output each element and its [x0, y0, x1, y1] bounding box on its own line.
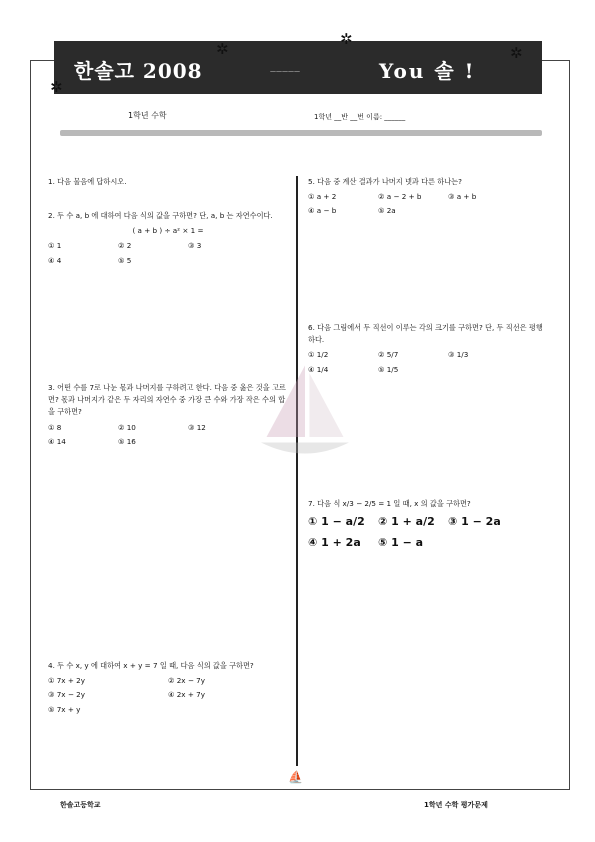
question-text: 3. 어떤 수를 7로 나눈 몫과 나머지를 구하려고 한다. 다음 중 옳은 것을 고르면? 몫과 나머지가 같은 두 자리의 자연수 중 가장 큰 수와 가장 작은 수의 합을 구하면?	[48, 383, 286, 417]
option-1[interactable]: ① 7x + 2y	[48, 676, 85, 686]
question-2	[48, 210, 288, 267]
subject-label: 1학년 수학	[128, 111, 167, 120]
sailboat-icon: ⛵	[288, 770, 303, 784]
question-1	[48, 176, 288, 188]
question-text: 4. 두 수 x, y 에 대하여 x + y = 7 일 때, 다음 식의 값을 구하면?	[48, 661, 254, 670]
option-4[interactable]: ④ 14	[48, 436, 66, 446]
option-3[interactable]: ③ 7x − 2y	[48, 690, 85, 700]
banner-title-right: You 솔 !	[379, 59, 476, 83]
option-2[interactable]: ② a − 2 + b	[378, 192, 422, 202]
option-2[interactable]: ② 10	[118, 422, 136, 432]
option-3[interactable]: ③ a + b	[448, 192, 477, 202]
option-3[interactable]: ③ 3	[188, 241, 202, 251]
question-text: 5. 다음 중 계산 결과가 나머지 넷과 다른 하나는?	[308, 177, 462, 186]
option-3[interactable]: ③ 12	[188, 422, 206, 432]
question-formula: ( a + b ) ÷ a² × 1 =	[132, 226, 204, 236]
question-text: 2. 두 수 a, b 에 대하여 다음 식의 값을 구하면? 단, a, b 는 자연수이다.	[48, 211, 273, 220]
option-1[interactable]: ① 1	[48, 241, 62, 251]
answer-options	[308, 513, 548, 552]
student-info-line: 1학년 __반 __번 이름: ______	[314, 113, 406, 121]
option-2[interactable]: ② 1 + a/2	[378, 515, 435, 529]
option-1[interactable]: ① a + 2	[308, 192, 337, 202]
star-icon: ✲	[216, 40, 229, 58]
option-2[interactable]: ② 5/7	[378, 350, 399, 360]
option-4[interactable]: ④ 1 + 2a	[308, 535, 361, 549]
option-5[interactable]: ⑤ 1/5	[378, 364, 399, 374]
banner-title-left: 한솔고 2008	[74, 59, 203, 83]
answer-options	[308, 349, 548, 375]
footer-title: 1학년 수학 평가문제	[424, 801, 488, 809]
star-icon: ✲	[510, 44, 523, 62]
option-5[interactable]: ⑤ 16	[118, 436, 136, 446]
question-text: 1. 다음 물음에 답하시오.	[48, 177, 127, 186]
question-3	[48, 382, 288, 448]
option-4[interactable]: ④ a − b	[308, 206, 337, 216]
option-5[interactable]: ⑤ 5	[118, 255, 132, 265]
option-1[interactable]: ① 1 − a/2	[308, 515, 365, 529]
answer-options	[48, 675, 288, 716]
answer-options	[308, 191, 548, 217]
star-icon: ✲	[340, 30, 353, 48]
question-6	[308, 322, 548, 376]
option-4[interactable]: ④ 1/4	[308, 364, 329, 374]
question-5	[308, 176, 548, 218]
option-5[interactable]: ⑤ 1 − a	[378, 535, 424, 549]
answer-options	[48, 422, 288, 448]
option-4[interactable]: ④ 2x + 7y	[168, 690, 205, 700]
star-icon: ✲	[50, 78, 63, 96]
option-3[interactable]: ③ 1 − 2a	[448, 515, 501, 529]
header-divider	[60, 130, 542, 136]
option-5[interactable]: ⑤ 2a	[378, 206, 396, 216]
title-banner	[54, 41, 542, 94]
column-divider	[296, 176, 298, 766]
option-5[interactable]: ⑤ 7x + y	[48, 704, 81, 714]
footer-school: 한솔고등학교	[60, 801, 101, 809]
option-2[interactable]: ② 2	[118, 241, 132, 251]
option-2[interactable]: ② 2x − 7y	[168, 676, 205, 686]
question-4	[48, 660, 288, 716]
option-4[interactable]: ④ 4	[48, 255, 62, 265]
question-7	[308, 498, 548, 553]
question-text: 6. 다음 그림에서 두 직선이 이루는 각의 크기를 구하면? 단, 두 직선은 평행하다.	[308, 323, 543, 345]
question-text: 7. 다음 식 x/3 − 2/5 = 1 일 때, x 의 값을 구하면?	[308, 499, 471, 508]
option-1[interactable]: ① 8	[48, 422, 62, 432]
banner-subtitle: —————	[270, 68, 300, 75]
option-3[interactable]: ③ 1/3	[448, 350, 469, 360]
option-1[interactable]: ① 1/2	[308, 350, 329, 360]
answer-options	[48, 240, 288, 266]
